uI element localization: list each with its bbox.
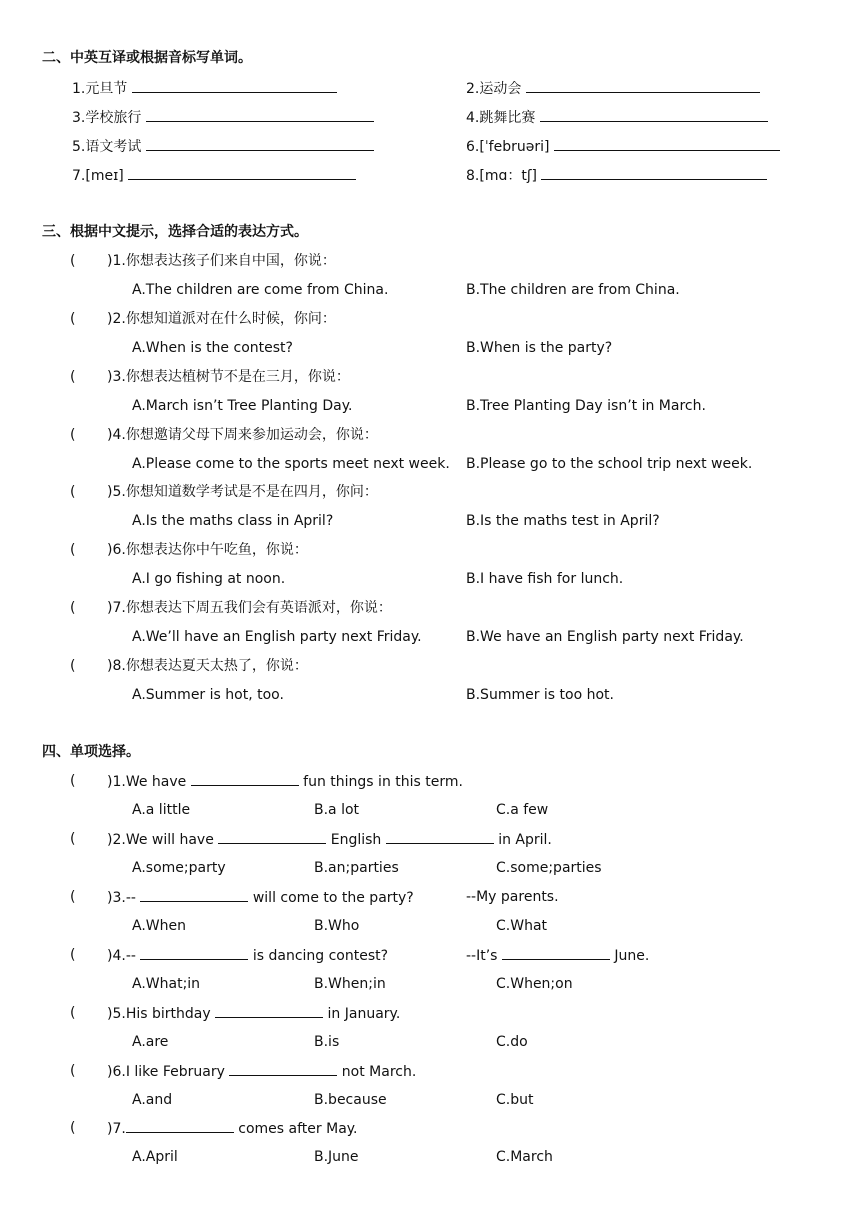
answer-blank[interactable]	[526, 78, 760, 93]
option-a: A.Please come to the sports meet next week.	[132, 456, 450, 472]
question-text	[107, 1118, 358, 1139]
sec2-item-4	[466, 107, 768, 128]
option-c: C.When;on	[496, 976, 573, 992]
answer-paren[interactable]: (	[70, 831, 76, 847]
sec2-item-7	[72, 165, 356, 186]
answer-blank[interactable]	[502, 945, 610, 960]
answer-paren[interactable]: (	[70, 427, 76, 443]
option-a: A.The children are come from China.	[132, 282, 389, 298]
question-text: )1.你想表达孩子们来自中国，你说：	[107, 253, 336, 269]
option-a: A.Is the maths class in April?	[132, 513, 334, 529]
section-2-title: 二、中英互译或根据音标写单词。	[42, 50, 252, 66]
sec2-item-7-label: 7.[meɪ]	[72, 168, 124, 184]
answer-blank[interactable]	[140, 945, 248, 960]
answer-hint-post: June.	[614, 948, 650, 964]
option-a: A.Summer is hot, too.	[132, 687, 284, 703]
answer-paren[interactable]: (	[70, 947, 76, 963]
option-b: B.When is the party?	[466, 340, 613, 356]
option-b: B.Is the maths test in April?	[466, 513, 660, 529]
sec2-item-5-label: 5.语文考试	[72, 139, 142, 155]
sec2-item-4-label: 4.跳舞比赛	[466, 110, 536, 126]
answer-blank[interactable]	[146, 136, 374, 151]
option-b: B.June	[314, 1149, 359, 1165]
answer-blank[interactable]	[554, 136, 780, 151]
sec2-item-1	[72, 78, 337, 99]
question-post: in January.	[327, 1006, 401, 1022]
option-b: B.Summer is too hot.	[466, 687, 614, 703]
question-post: comes after May.	[238, 1121, 358, 1137]
question-mid: English	[330, 832, 382, 848]
answer-paren[interactable]: (	[70, 1063, 76, 1079]
answer-blank[interactable]	[540, 107, 768, 122]
answer-blank[interactable]	[215, 1003, 323, 1018]
answer-blank[interactable]	[128, 165, 356, 180]
question-post: not March.	[341, 1064, 417, 1080]
question-text	[107, 945, 388, 966]
option-b: B.I have fish for lunch.	[466, 571, 624, 587]
answer-paren[interactable]: (	[70, 600, 76, 616]
question-pre: )2.We will have	[107, 832, 214, 848]
option-a: A.March isn’t Tree Planting Day.	[132, 398, 353, 414]
option-a: A.are	[132, 1034, 169, 1050]
answer-paren[interactable]: (	[70, 658, 76, 674]
option-a: A.When is the contest?	[132, 340, 293, 356]
section-3-title: 三、根据中文提示，选择合适的表达方式。	[42, 224, 308, 240]
sec2-item-5	[72, 136, 374, 157]
question-text	[107, 1061, 416, 1082]
answer-paren[interactable]: (	[70, 1005, 76, 1021]
answer-blank[interactable]	[146, 107, 374, 122]
option-a: A.April	[132, 1149, 178, 1165]
answer-paren[interactable]: (	[70, 484, 76, 500]
question-text	[107, 887, 414, 908]
sec2-item-8-label: 8.[mɑ：tʃ]	[466, 168, 537, 184]
answer-paren[interactable]: (	[70, 369, 76, 385]
answer-blank[interactable]	[386, 829, 494, 844]
answer-hint	[466, 945, 649, 966]
question-text	[107, 1003, 400, 1024]
answer-paren[interactable]: (	[70, 542, 76, 558]
question-pre: )1.We have	[107, 774, 187, 790]
question-text: )8.你想表达夏天太热了，你说：	[107, 658, 308, 674]
answer-paren[interactable]: (	[70, 253, 76, 269]
question-pre: )5.His birthday	[107, 1006, 211, 1022]
option-b: B.The children are from China.	[466, 282, 680, 298]
question-pre: )3.--	[107, 890, 136, 906]
sec2-item-8	[466, 165, 767, 186]
option-c: C.a few	[496, 802, 549, 818]
option-b: B.When;in	[314, 976, 386, 992]
answer-hint-pre: --It’s	[466, 948, 498, 964]
section-4-title: 四、单项选择。	[42, 744, 140, 760]
answer-blank[interactable]	[126, 1118, 234, 1133]
option-a: A.We’ll have an English party next Friday.	[132, 629, 422, 645]
answer-blank[interactable]	[191, 771, 299, 786]
option-a: A.a little	[132, 802, 191, 818]
sec2-item-3	[72, 107, 374, 128]
option-b: B.Tree Planting Day isn’t in March.	[466, 398, 706, 414]
question-text: )6.你想表达你中午吃鱼，你说：	[107, 542, 308, 558]
question-pre: )4.--	[107, 948, 136, 964]
option-b: B.an;parties	[314, 860, 399, 876]
question-post: in April.	[498, 832, 552, 848]
sec2-item-2-label: 2.运动会	[466, 81, 522, 97]
question-pre: )6.I like February	[107, 1064, 225, 1080]
question-text	[107, 771, 463, 792]
question-text: )4.你想邀请父母下周来参加运动会，你说：	[107, 427, 378, 443]
question-post: will come to the party?	[252, 890, 414, 906]
question-text: )5.你想知道数学考试是不是在四月，你问：	[107, 484, 378, 500]
sec2-item-2	[466, 78, 760, 99]
answer-paren[interactable]: (	[70, 1120, 76, 1136]
question-text	[107, 829, 552, 850]
answer-blank[interactable]	[140, 887, 248, 902]
question-text: )7.你想表达下周五我们会有英语派对，你说：	[107, 600, 392, 616]
question-pre: )7.	[107, 1121, 126, 1137]
option-c: C.but	[496, 1092, 534, 1108]
question-text: )3.你想表达植树节不是在三月，你说：	[107, 369, 350, 385]
option-b: B.because	[314, 1092, 387, 1108]
answer-blank[interactable]	[218, 829, 326, 844]
answer-paren[interactable]: (	[70, 889, 76, 905]
option-a: A.some;party	[132, 860, 226, 876]
sec2-item-3-label: 3.学校旅行	[72, 110, 142, 126]
option-a: A.and	[132, 1092, 173, 1108]
option-a: A.What;in	[132, 976, 201, 992]
answer-hint: --My parents.	[466, 889, 559, 905]
option-b: B.Who	[314, 918, 360, 934]
answer-blank[interactable]	[132, 78, 337, 93]
question-text: )2.你想知道派对在什么时候，你问：	[107, 311, 336, 327]
sec2-item-6	[466, 136, 780, 157]
option-c: C.some;parties	[496, 860, 602, 876]
question-post: is dancing contest?	[252, 948, 389, 964]
answer-blank[interactable]	[541, 165, 767, 180]
answer-blank[interactable]	[229, 1061, 337, 1076]
option-c: C.March	[496, 1149, 553, 1165]
option-c: C.do	[496, 1034, 528, 1050]
question-post: fun things in this term.	[303, 774, 463, 790]
answer-paren[interactable]: (	[70, 311, 76, 327]
answer-paren[interactable]: (	[70, 773, 76, 789]
sec2-item-6-label: 6.[ˈfebruəri]	[466, 139, 550, 155]
sec2-item-1-label: 1.元旦节	[72, 81, 128, 97]
option-c: C.What	[496, 918, 548, 934]
option-b: B.We have an English party next Friday.	[466, 629, 744, 645]
option-b: B.is	[314, 1034, 340, 1050]
option-b: B.a lot	[314, 802, 360, 818]
option-a: A.When	[132, 918, 186, 934]
option-b: B.Please go to the school trip next week.	[466, 456, 753, 472]
option-a: A.I go fishing at noon.	[132, 571, 286, 587]
